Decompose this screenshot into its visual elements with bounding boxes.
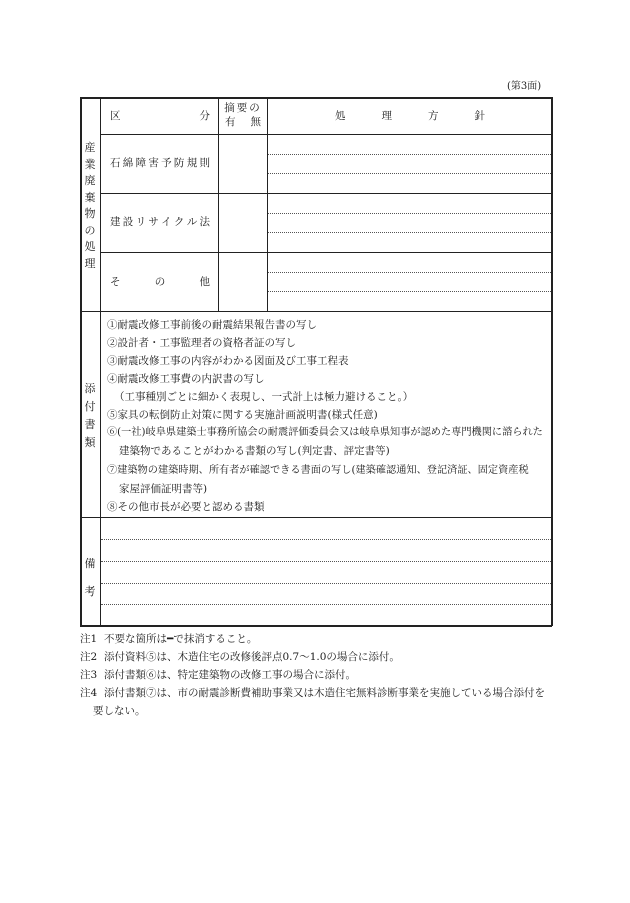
row-asbestos-label: 石 綿 障 害 予 防 規 則 (110, 157, 210, 169)
header-policy: 処 理 方 針 (335, 110, 485, 122)
attachment-item: ⑤家具の転倒防止対策に関する実施計画説明書(様式任意) (107, 409, 378, 421)
note-number: 注1 (80, 633, 98, 645)
policy-cell-asbestos[interactable] (268, 135, 551, 193)
presence-cell-asbestos[interactable] (219, 135, 267, 193)
header-category: 区 分 (110, 110, 210, 122)
presence-cell-other[interactable] (219, 253, 267, 311)
attachment-item: ③耐震改修工事の内容がわかる図面及び工事工程表 (107, 355, 349, 367)
attachment-item-cont: 建築物であることがわかる書類の写し(判定書、評定書等) (119, 445, 390, 457)
waste-side-label: 産 業 廃 棄 物 の 処 理 (84, 141, 96, 270)
note-text: 添付資料⑤は、木造住宅の改修後評点0.7～1.0の場合に添付。 (104, 651, 400, 663)
attachment-item: ②設計者・工事監理者の資格者証の写し (107, 337, 296, 349)
note-text: 添付書類⑥は、特定建築物の改修工事の場合に添付。 (104, 669, 356, 681)
remarks-field[interactable] (101, 518, 551, 625)
attachment-item: ⑧その他市長が必要と認める書類 (107, 501, 265, 513)
row-other-label: そ の 他 (110, 276, 210, 288)
policy-cell-recycle[interactable] (268, 194, 551, 252)
attachments-side-label: 添 付 書 類 (84, 382, 96, 449)
note-number: 注4 (80, 687, 98, 699)
remarks-side-label: 備 考 (84, 557, 96, 598)
note-number: 注2 (80, 651, 98, 663)
attachment-item-cont: 家屋評価証明書等) (119, 483, 208, 495)
note-text: 不要な箇所は━で抹消すること。 (104, 633, 258, 645)
page-label: (第3面) (507, 81, 542, 92)
header-presence: 摘要の 有 無 (224, 102, 262, 128)
presence-cell-recycle[interactable] (219, 194, 267, 252)
row-recycle-label: 建 設 リ サ イ ク ル 法 (110, 216, 210, 228)
note-text: 添付書類⑦は、市の耐震診断費補助事業又は木造住宅無料診断事業を実施している場合添付を (104, 687, 545, 699)
note-number: 注3 (80, 669, 98, 681)
attachment-item: ④耐震改修工事費の内訳書の写し (107, 373, 265, 385)
attachment-item: ①耐震改修工事前後の耐震結果報告書の写し (107, 319, 317, 331)
attachment-item-note: （工事種別ごとに細かく表現し、一式計上は極力避けること。） (114, 391, 414, 403)
policy-cell-other[interactable] (268, 253, 551, 311)
attachment-item: ⑦建築物の建築時期、所有者が確認できる書面の写し(建築確認通知、登記済証、固定資産税 (107, 465, 529, 476)
attachment-item: ⑥(一社)岐阜県建築士事務所協会の耐震評価委員会又は岐阜県知事が認めた専門機関に諮られた (107, 427, 543, 438)
note-text-cont: 要しない。 (93, 705, 146, 717)
